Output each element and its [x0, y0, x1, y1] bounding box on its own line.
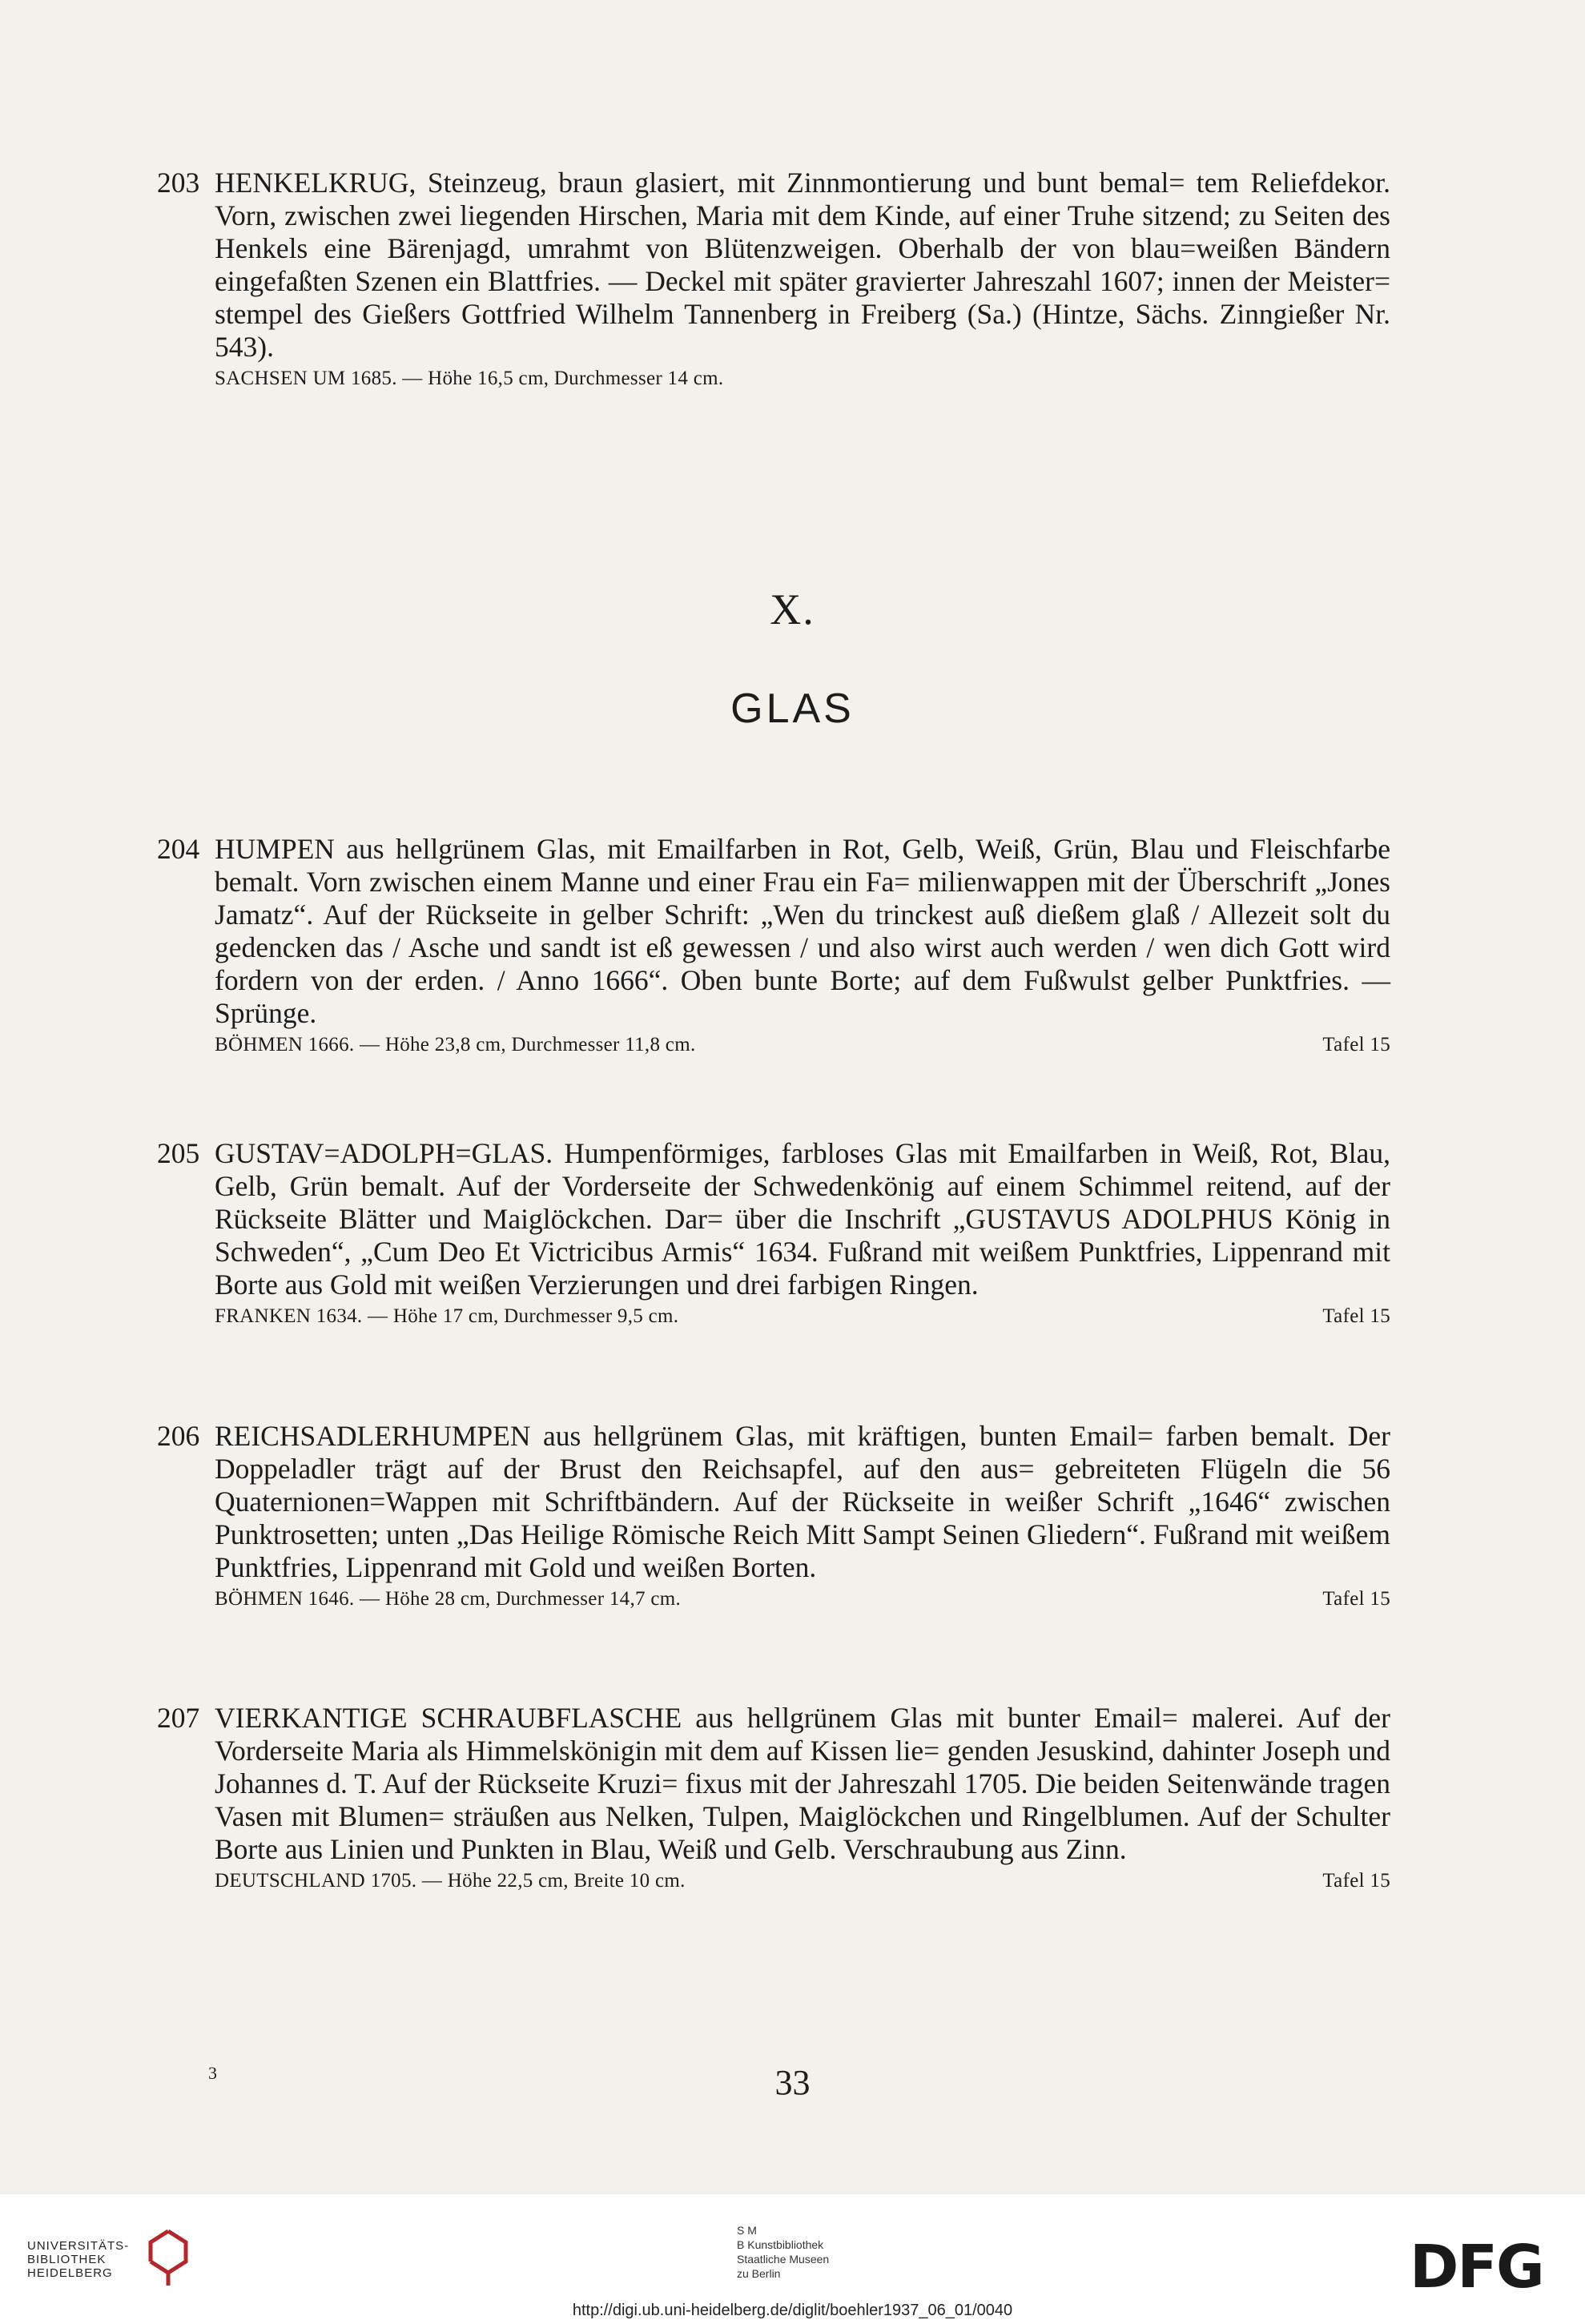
entry-origin-dimensions: BÖHMEN 1646. — Höhe 28 cm, Durchmesser 14,7 cm. [215, 1588, 682, 1610]
entry-meta [215, 1869, 1390, 1893]
entry-meta [215, 1305, 1390, 1329]
entry-plate: Tafel 15 [1322, 1305, 1390, 1327]
entry-origin-dimensions: SACHSEN UM 1685. — Höhe 16,5 cm, Durchmesser 14 cm. [215, 368, 724, 389]
entry-text: REICHSADLERHUMPEN aus hellgrünem Glas, mit kräftigen, bunten Email= farben bemalt. Der Doppeladler trägt auf der Brust den Reichsapfel, auf den aus= gebreiteten Flügeln die 56 Quaternionen=Wappen mit Schriftbändern. Auf der Rückseite in weißer Schrift „1646“ zwischen Punktrosetten; unten „Das Heilige Römische Reich Mitt Sampt Seinen Gliedern“. Fußrand mit weißem Punktfries, Lippenrand mit Gold und weißen Borten. [215, 1420, 1390, 1583]
entry-plate: Tafel 15 [1322, 1034, 1390, 1055]
entry-text: HUMPEN aus hellgrünem Glas, mit Emailfarben in Rot, Gelb, Weiß, Grün, Blau und Fleischfarbe bemalt. Vorn zwischen einem Manne und einer Frau ein Fa= milienwappen mit der Überschrift „Jones Jamatz“. Auf der Rückseite in gelber Schrift: „Wen du trinckest auß dießem glaß / Allezeit solt du gedencken das / Asche und sandt ist eß gewessen / und also wirst auch werden / wen dich Gott wird fordern von der erden. / Anno 1666“. Oben bunte Borte; auf dem Fußwulst gelber Punktfries. — Sprünge. [215, 833, 1390, 1029]
digitization-footer [0, 2194, 1585, 2324]
entry-text: VIERKANTIGE SCHRAUBFLASCHE aus hellgrünem Glas mit bunter Email= malerei. Auf der Vorderseite Maria als Himmelskönigin mit dem auf Kissen lie= genden Jesuskind, dahinter Joseph und Johannes d. T. Auf der Rückseite Kruzi= fixus mit der Jahreszahl 1705. Die beiden Seitenwände tragen Vasen mit Blumen= sträußen aus Nelken, Tulpen, Maiglöckchen und Ringelblumen. Auf der Schulter Borte aus Linien und Punkten in Blau, Weiß und Gelb. Verschraubung aus Zinn. [215, 1702, 1390, 1865]
catalog-entry-207 [157, 1702, 1390, 1893]
heidelberg-library-logo-icon [144, 2226, 192, 2290]
entry-origin-dimensions: BÖHMEN 1666. — Höhe 23,8 cm, Durchmesser 11,8 cm. [215, 1034, 696, 1055]
signature-mark: 3 [208, 2063, 217, 2083]
catalog-entry-204 [157, 833, 1390, 1057]
provenance-stamp: S M B Kunstbibliothek Staatliche Museen zu Berlin [737, 2224, 830, 2280]
section-title: GLAS [730, 686, 855, 732]
catalog-entry-205 [157, 1137, 1390, 1329]
entry-meta [215, 1033, 1390, 1057]
dfg-logo: DFG [1410, 2233, 1543, 2302]
entry-number: 204 [157, 833, 200, 865]
section-number: X. [770, 585, 815, 633]
entry-number: 207 [157, 1702, 200, 1734]
permalink[interactable]: http://digi.ub.uni-heidelberg.de/diglit/boehler1937_06_01/0040 [572, 2302, 1013, 2319]
entry-plate: Tafel 15 [1322, 1588, 1390, 1610]
catalog-entry-206 [157, 1420, 1390, 1611]
entry-origin-dimensions: DEUTSCHLAND 1705. — Höhe 22,5 cm, Breite 10 cm. [215, 1870, 686, 1892]
entry-number: 205 [157, 1137, 200, 1169]
entry-meta [215, 367, 1390, 391]
catalog-entry-203 [157, 167, 1390, 391]
entry-number: 206 [157, 1420, 200, 1452]
entry-meta [215, 1587, 1390, 1611]
entry-text: HENKELKRUG, Steinzeug, braun glasiert, mit Zinnmontierung und bunt bemal= tem Reliefdekor. Vorn, zwischen zwei liegenden Hirschen, Maria mit dem Kinde, auf einer Truhe sitzend; zu Seiten des Henkels eine Bärenjagd, umrahmt von Blütenzweigen. Oberhalb der von blau=weißen Bändern eingefaßten Szenen ein Blattfries. — Deckel mit später gravierter Jahreszahl 1607; innen der Meister= stempel des Gießers Gottfried Wilhelm Tannenberg in Freiberg (Sa.) (Hintze, Sächs. Zinngießer Nr. 543). [215, 167, 1390, 363]
library-name: UNIVERSITÄTS- BIBLIOTHEK HEIDELBERG [27, 2239, 130, 2280]
entry-number: 203 [157, 167, 200, 199]
entry-text: GUSTAV=ADOLPH=GLAS. Humpenförmiges, farbloses Glas mit Emailfarben in Weiß, Rot, Blau, Gelb, Grün bemalt. Auf der Vorderseite der Schwedenkönig auf einem Schimmel reitend, auf der Rückseite Blätter und Maiglöckchen. Dar= über die Inschrift „GUSTAVUS ADOLPHUS König in Schweden“, „Cum Deo Et Victricibus Armis“ 1634. Fußrand mit weißem Punktfries, Lippenrand mit Borte aus Gold mit weißen Verzierungen und drei farbigen Ringen. [215, 1137, 1390, 1301]
entry-plate: Tafel 15 [1322, 1870, 1390, 1892]
entry-origin-dimensions: FRANKEN 1634. — Höhe 17 cm, Durchmesser 9,5 cm. [215, 1305, 679, 1327]
page-number: 33 [774, 2063, 811, 2102]
